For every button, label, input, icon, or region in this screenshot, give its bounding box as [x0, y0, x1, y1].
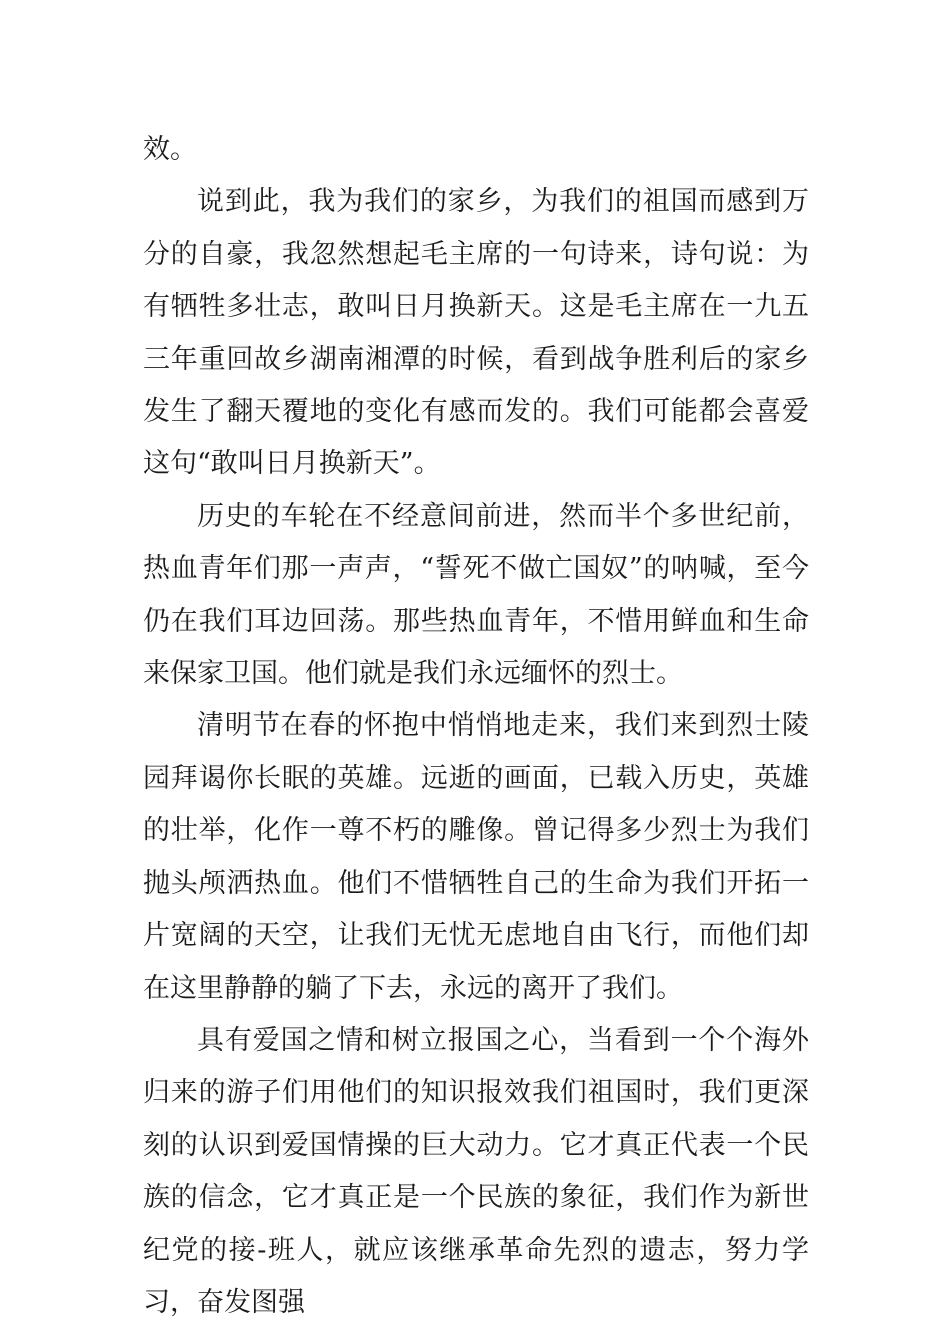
paragraph-patriotism: 具有爱国之情和树立报国之心，当看到一个个海外归来的游子们用他们的知识报效我们祖国时，我们更深刻的认识到爱国情操的巨大动力。它才真正代表一个民族的信念，它才真正是一个民族的象征，我们作为新世纪党的接-班人，就应该继承革命先烈的遗志，努力学习，奋发图强 [143, 1024, 809, 1318]
document-body [143, 124, 809, 1329]
paragraph-history-wheel: 历史的车轮在不经意间前进，然而半个多世纪前，热血青年们那一声声，“誓死不做亡国奴”的呐喊，至今仍在我们耳边回荡。那些热血青年，不惜用鲜血和生命来保家卫国。他们就是我们永远缅怀的烈士。 [143, 500, 809, 690]
paragraph-continuation: 效。 [143, 134, 197, 165]
paragraph-hometown-pride: 说到此，我为我们的家乡，为我们的祖国而感到万分的自豪，我忽然想起毛主席的一句诗来，诗句说：为有牺牲多壮志，敢叫日月换新天。这是毛主席在一九五三年重回故乡湖南湘潭的时候，看到战争胜利后的家乡发生了翻天覆地的变化有感而发的。我们可能都会喜爱这句“敢叫日月换新天”。 [143, 186, 809, 480]
paragraph-qingming: 清明节在春的怀抱中悄悄地走来，我们来到烈士陵园拜谒你长眠的英雄。远逝的画面，已载入历史，英雄的壮举，化作一尊不朽的雕像。曾记得多少烈士为我们抛头颅洒热血。他们不惜牺牲自己的生命为我们开拓一片宽阔的天空，让我们无忧无虑地自由飞行，而他们却在这里静静的躺了下去，永远的离开了我们。 [143, 710, 809, 1004]
